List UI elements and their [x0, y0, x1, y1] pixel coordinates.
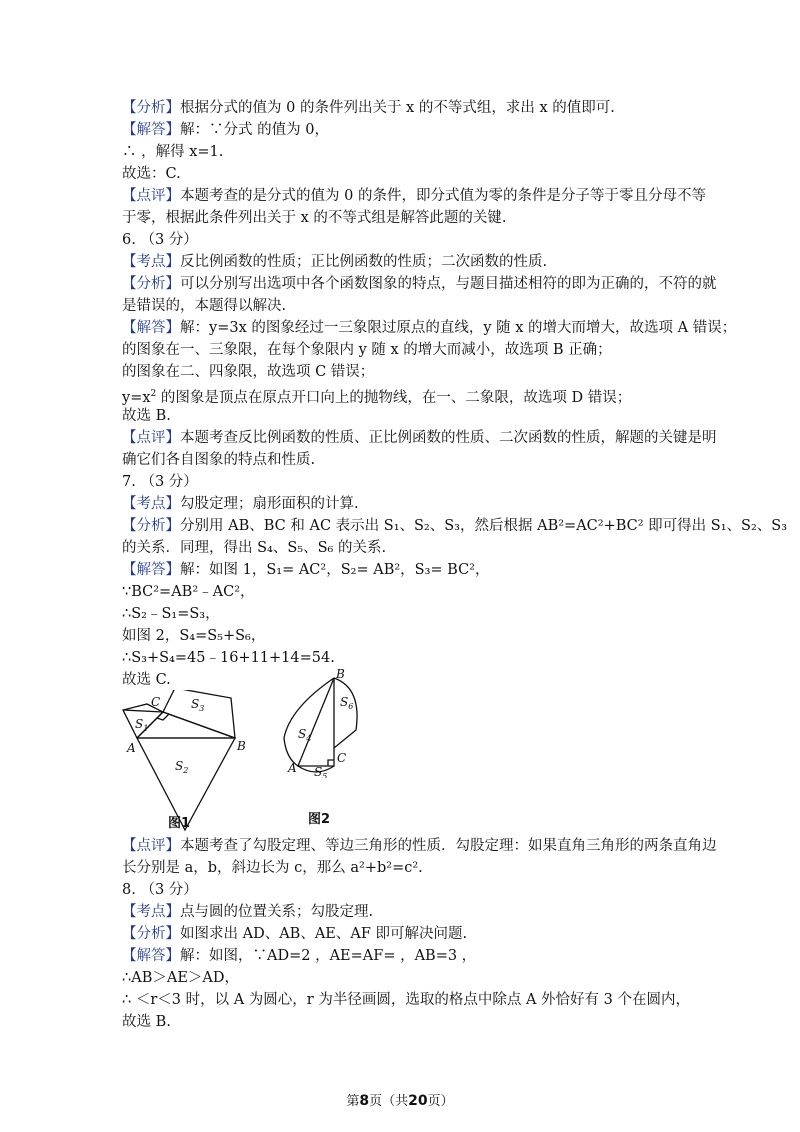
- q7-line3: ∴S₂﹣S₁=S₃，: [122, 606, 220, 622]
- q7-line2: ∵BC²=AB²﹣AC²，: [122, 584, 255, 600]
- comment-text: 本题考查的是分式的值为 0 的条件，即分式值为零的条件是分子等于零且分母不等: [180, 188, 706, 204]
- q8-number: 8. （3 分）: [122, 882, 198, 898]
- fig2-label-S6: $S_6$: [340, 695, 354, 711]
- answer-tag: 【解答】: [122, 948, 180, 964]
- fig2-label-S4: $S_4$: [298, 727, 312, 743]
- q6-answer: [122, 318, 736, 338]
- footer-suffix: 页）: [427, 1094, 454, 1109]
- fig2-label-S5: $S_5$: [314, 765, 328, 778]
- formula-y: y=x: [122, 389, 151, 406]
- point-tag: 【考点】: [122, 904, 180, 920]
- q5-answer: [122, 120, 329, 140]
- analysis-text: 根据分式的值为 0 的条件列出关于 x 的不等式组，求出 x 的值即可.: [180, 100, 615, 116]
- footer-mid: 页（共: [369, 1094, 409, 1109]
- q8-point: [122, 902, 373, 922]
- footer-total-pages: 20: [408, 1093, 428, 1109]
- q6-line2: 的图象在一、三象限，在每个象限内 y 随 x 的增大而减小，故选项 B 正确；: [122, 342, 612, 358]
- fig2-label-A: A: [288, 761, 297, 775]
- q6-line5: 故选 B.: [122, 408, 171, 424]
- comment-text: 本题考查了勾股定理、等边三角形的性质．勾股定理：如果直角三角形的两条直角边: [180, 838, 717, 854]
- q5-line2: ∴ ，解得 x=1.: [122, 144, 224, 160]
- q6-line3: 的图象在二、四象限，故选项 C 错误；: [122, 364, 375, 380]
- footer-prefix: 第: [346, 1094, 360, 1109]
- q7-line6: 故选 C.: [122, 672, 171, 688]
- figure-1-caption: 图1: [168, 816, 191, 831]
- q5-analysis: [122, 98, 615, 118]
- analysis-tag: 【分析】: [122, 518, 180, 534]
- analysis-tag: 【分析】: [122, 100, 180, 116]
- q7-comment-2: 长分别是 a，b，斜边长为 c，那么 a²+b²=c².: [122, 860, 423, 876]
- answer-tag: 【解答】: [122, 122, 180, 138]
- point-text: 反比例函数的性质；正比例函数的性质；二次函数的性质.: [180, 254, 548, 270]
- q8-line2: ∴AB＞AE＞AD，: [122, 970, 240, 986]
- comment-text: 本题考查反比例函数的性质、正比例函数的性质、二次函数的性质，解题的关键是明: [180, 430, 717, 446]
- q7-point: [122, 494, 359, 514]
- comment-tag: 【点评】: [122, 838, 180, 854]
- q5-comment-1: [122, 186, 706, 206]
- fig1-label-B: B: [237, 739, 246, 753]
- q6-comment-1: [122, 428, 717, 448]
- q8-line3: ∴ ＜r＜3 时，以 A 为圆心，r 为半径画圆，选取的格点中除点 A 外恰好有 3 个在圆内，: [122, 992, 690, 1008]
- point-tag: 【考点】: [122, 496, 180, 512]
- q6-analysis-1: [122, 274, 717, 294]
- point-text: 点与圆的位置关系；勾股定理.: [180, 904, 374, 920]
- analysis-text: 可以分别写出选项中各个函数图象的特点，与题目描述相符的即为正确的，不符的就: [180, 276, 717, 292]
- q7-analysis-1: [122, 516, 787, 536]
- q6-analysis-2: 是错误的，本题得以解决.: [122, 298, 287, 314]
- fig1-label-C: C: [151, 695, 161, 709]
- point-tag: 【考点】: [122, 254, 180, 270]
- q5-line3: 故选：C.: [122, 166, 181, 182]
- fig1-label-S3: $S_3$: [191, 697, 205, 713]
- q8-analysis: [122, 924, 467, 944]
- q7-number: 7. （3 分）: [122, 474, 198, 490]
- analysis-tag: 【分析】: [122, 276, 180, 292]
- q8-line4: 故选 B.: [122, 1014, 171, 1030]
- formula-exponent: 2: [150, 389, 157, 399]
- q7-analysis-2: 的关系．同理，得出 S₄、S₅、S₆ 的关系.: [122, 540, 387, 556]
- fig1-label-A: A: [127, 741, 136, 755]
- answer-text: 解：如图，∵AD=2 ，AE=AF= ，AB=3 ，: [180, 948, 477, 964]
- footer-page-number: 8: [359, 1093, 370, 1109]
- q5-comment-2: 于零，根据此条件列出关于 x 的不等式组是解答此题的关键.: [122, 210, 507, 226]
- analysis-text: 如图求出 AD、AB、AE、AF 即可解决问题.: [180, 926, 468, 942]
- analysis-text: 分别用 AB、BC 和 AC 表示出 S₁、S₂、S₃，然后根据 AB²=AC²+BC² 即可得出 S₁、S₂、S₃: [180, 518, 788, 534]
- q7-line4: 如图 2，S₄=S₅+S₆，: [122, 628, 266, 644]
- answer-text: 解：∵分式 的值为 0，: [180, 122, 329, 138]
- figure-2: [270, 668, 380, 778]
- q7-line5: ∴S₃+S₄=45﹣16+11+14=54.: [122, 650, 335, 666]
- answer-tag: 【解答】: [122, 562, 180, 578]
- q6-comment-2: 确它们各自图象的特点和性质.: [122, 452, 316, 468]
- answer-tag: 【解答】: [122, 320, 180, 336]
- q8-answer: [122, 946, 476, 966]
- q7-comment-1: [122, 836, 717, 856]
- fig1-label-S1: $S_1$: [135, 717, 149, 733]
- figure-2-caption: 图2: [308, 812, 331, 827]
- fig2-label-C: C: [337, 751, 347, 765]
- q6-point: [122, 252, 547, 272]
- formula-text: 的图象是顶点在原点开口向上的抛物线，在一、二象限，故选项 D 错误；: [156, 389, 632, 406]
- point-text: 勾股定理；扇形面积的计算.: [180, 496, 359, 512]
- answer-text: 解：如图 1，S₁= AC²，S₂= AB²，S₃= BC²，: [180, 562, 490, 578]
- analysis-tag: 【分析】: [122, 926, 180, 942]
- fig2-label-B: B: [336, 668, 345, 681]
- page-footer: [0, 1090, 800, 1109]
- q6-line4: [122, 384, 631, 408]
- answer-text: 解：y=3x 的图象经过一三象限过原点的直线，y 随 x 的增大而增大，故选项 A 错误；: [180, 320, 737, 336]
- q7-answer: [122, 560, 490, 580]
- comment-tag: 【点评】: [122, 430, 180, 446]
- fig1-label-S2: $S_2$: [175, 759, 189, 775]
- comment-tag: 【点评】: [122, 188, 180, 204]
- q6-number: 6. （3 分）: [122, 232, 198, 248]
